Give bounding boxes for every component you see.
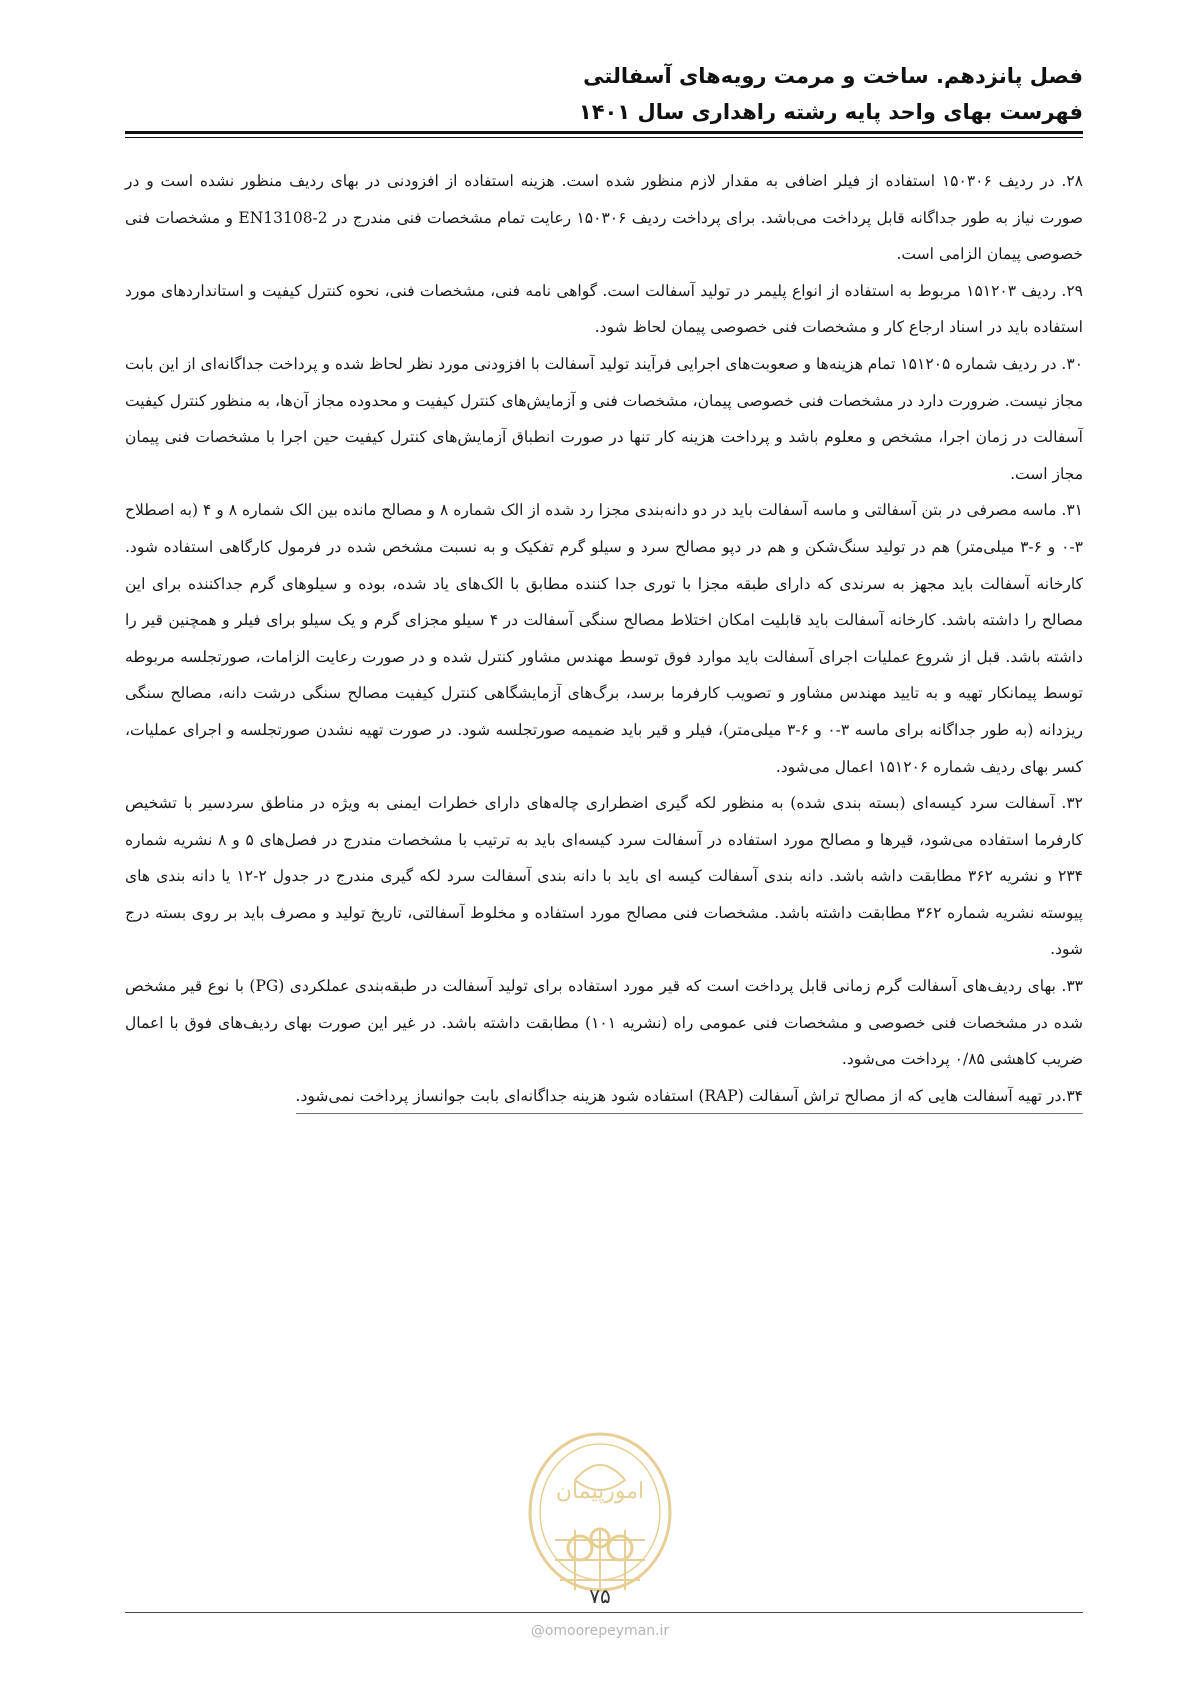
note-33: ۳۳. بهای ردیف‌های آسفالت گرم زمانی قابل پرداخت است که قیر مورد استفاده برای تولید آسفالت در طبقه‌بندی عملکردی (PG) با نوع قیر مشخص شده در مشخصات فنی خصوصی و مشخصات فنی عمومی راه (نشریه ۱۰۱) مطابقت داشته باشد. در غیر این صورت بهای ردیف‌های فوق با اعمال ضریب کاهشی ۰/۸۵ پرداخت می‌شود. <box>125 977 1084 1069</box>
note-31: ۳۱. ماسه مصرفی در بتن آسفالتی و ماسه آسفالت باید در دو دانه‌بندی مجزا رد شده از الک شماره ۸ و مصالح مانده بین الک شماره ۸ و ۴ (به اصطلاح ۳-۰ و ۶-۳ میلی‌متر) هم در تولید سنگ‌شکن و هم در دپو مصالح سرد و سیلو گرم تفکیک و به نسبت مشخص شده در فرمول کارگاهی استفاده شود. کارخانه آسفالت باید مجهز به سرندی که دارای طبقه مجزا با توری جدا کننده مطابق با الک‌های یاد شده، بوده و سیلوهای گرم جداکننده برای این مصالح را داشته باشد. کارخانه آسفالت باید قابلیت امکان اختلاط مصالح سنگی آسفالت در ۴ سیلو مجزای گرم و یک سیلو برای فیلر و همچنین قیر را داشته باشد. قبل از شروع عملیات اجرای آسفالت باید موارد فوق توسط مهندس مشاور کنترل شده و در صورت رعایت الزامات، صورتجلسه مربوطه توسط پیمانکار تهیه و به تایید مهندس مشاور و تصویب کارفرما برسد، برگ‌های آزمایشگاهی کنترل کیفیت مصالح سنگی درشت دانه، مصالح سنگی ریزدانه (به طور جداگانه برای ماسه ۳-۰ و ۶-۳ میلی‌متر)، فیلر و قیر باید ضمیمه صورتجلسه شود. در صورت تهیه نشدن صورتجلسه و اجرای عملیات، کسر بهای ردیف شماره ۱۵۱۲۰۶ اعمال می‌شود. <box>125 501 1084 776</box>
omoorepeyman-seal-logo <box>515 1420 685 1610</box>
page-number: ۷۵ <box>589 1584 611 1608</box>
header-rule-thin <box>125 137 1083 138</box>
note-32: ۳۲. آسفالت سرد کیسه‌ای (بسته بندی شده) به منظور لکه گیری اضطراری چاله‌های دارای خطرات ایمنی به ویژه در مناطق سردسیر با تشخیص کارفرما استفاده می‌شود، قیرها و مصالح مورد استفاده در آسفالت سرد کیسه‌ای باید به ترتیب با مشخصات مندرج در فصل‌های ۵ و ۸ نشریه شماره ۲۳۴ و نشریه ۳۶۲ مطابقت داشه باشد. دانه بندی آسفالت کیسه ای باید با دانه بندی آسفالت سرد لکه گیری مندرج در جدول ۲-۱۲ یا دانه بندی های پیوسته نشریه شماره ۳۶۲ مطابقت داشته باشد. مشخصات فنی مصالح مورد استفاده و مخلوط آسفالتی، تاریخ تولید و مصرف باید بر روی بسته درج شود. <box>125 794 1084 959</box>
header-rule-thick <box>125 131 1083 134</box>
watermark-url: @omoorepeyman.ir <box>530 1623 670 1639</box>
note-34: ۳۴.در تهیه آسفالت هایی که از مصالح تراش آسفالت (RAP) استفاده شود هزینه جداگانه‌ای بابت جوانساز پرداخت نمی‌شود. <box>296 1079 1083 1114</box>
price-list-title: فهرست بهای واحد پایه رشته راهداری سال ۱۴۰۱ <box>578 100 1083 124</box>
note-29: ۲۹. ردیف ۱۵۱۲۰۳ مربوط به استفاده از انواع پلیمر در تولید آسفالت است. گواهی نامه فنی، مشخصات فنی، نحوه کنترل کیفیت و استانداردهای مورد استفاده باید در اسناد ارجاع کار و مشخصات فنی خصوصی پیمان لحاظ شود. <box>125 281 1083 337</box>
chapter-title: فصل پانزدهم. ساخت و مرمت رویه‌های آسفالتی <box>583 64 1083 88</box>
page-header <box>125 58 1083 130</box>
notes-body <box>125 163 1083 1114</box>
note-34-wrapper <box>125 1078 1083 1115</box>
seal-text: امورپیمان <box>555 1479 645 1504</box>
note-30: ۳۰. در ردیف شماره ۱۵۱۲۰۵ تمام هزینه‌ها و صعوبت‌های اجرایی فرآیند تولید آسفالت با افزودنی مورد نظر لحاظ شده و پرداخت جداگانه‌ای از این بابت مجاز نیست. ضرورت دارد در مشخصات فنی خصوصی پیمان، مشخصات فنی و آزمایش‌های کنترل کیفیت و محدوده مجاز آن‌ها، به منظور کنترل کیفیت آسفالت در زمان اجرا، مشخص و معلوم باشد و پرداخت هزینه کار تنها در صورت انطباق آزمایش‌های کنترل کیفیت حین اجرا با مشخصات فنی پیمان مجاز است. <box>124 354 1083 483</box>
footer-rule <box>125 1612 1083 1613</box>
note-28: ۲۸. در ردیف ۱۵۰۳۰۶ استفاده از فیلر اضافی به مقدار لازم منظور شده است. هزینه استفاده از افزودنی در بهای ردیف منظور نشده است و در صورت نیاز به طور جداگانه قابل پرداخت می‌باشد. برای پرداخت ردیف ۱۵۰۳۰۶ رعایت تمام مشخصات فنی مندرج در EN13108-2 و مشخصات فنی خصوصی پیمان الزامی است. <box>125 172 1083 264</box>
